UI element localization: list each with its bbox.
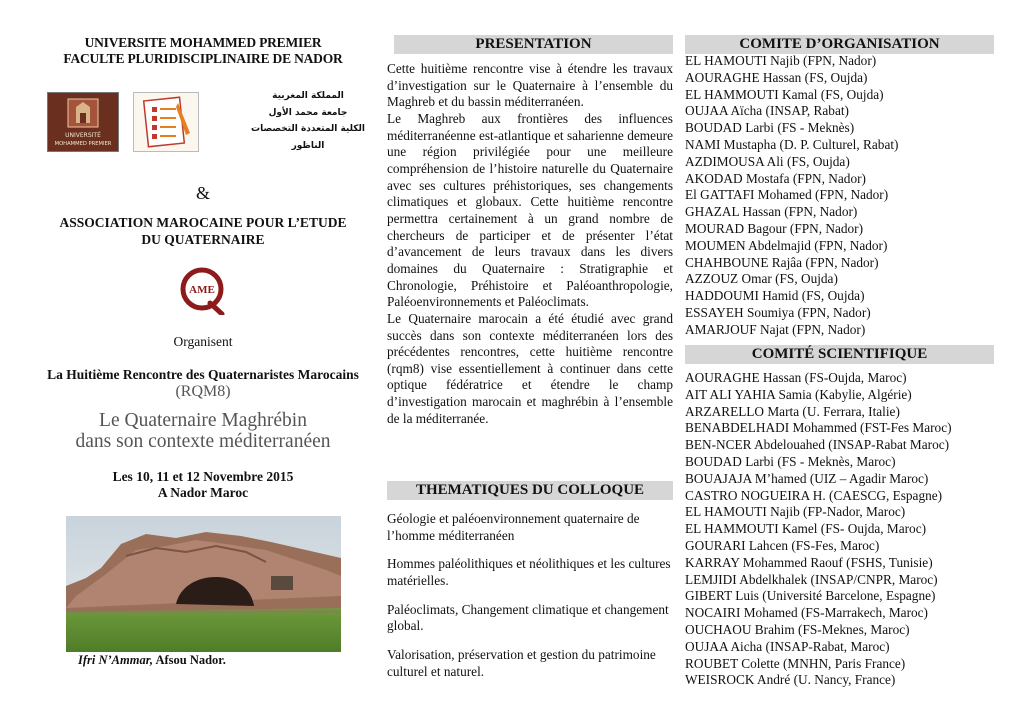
faculty-name: FACULTE PLURIDISCIPLINAIRE DE NADOR [63,51,343,66]
faculty-logo [133,92,199,152]
committee-member: BOUAJAJA M’hamed (UIZ – Agadir Maroc) [685,470,929,486]
committee-member: WEISROCK André (U. Nancy, France) [685,672,896,688]
committee-member: EL HAMOUTI Najib (FP-Nador, Maroc) [685,504,906,520]
event-name: La Huitième Rencontre des Quaternaristes Marocains (RQM8) [47,367,359,400]
committee-member: BEN-NCER Abdelouahed (INSAP-Rabat Maroc) [685,437,950,453]
committee-member: NOCAIRI Mohamed (FS-Marrakech, Maroc) [685,605,928,621]
committee-member: GOURARI Lahcen (FS-Fes, Maroc) [685,537,880,553]
committee-member: BENABDELHADI Mohammed (FST-Fes Maroc) [685,420,952,436]
committee-member: El GATTAFI Mohamed (FPN, Nador) [685,187,889,203]
svg-text:UNIVERSITÉ: UNIVERSITÉ [65,132,101,139]
committee-member: KARRAY Mohammed Raouf (FSHS, Tunisie) [685,554,933,570]
committee-member: BOUDAD Larbi (FS - Meknès) [685,120,855,136]
presentation-text [387,61,673,427]
committee-member: EL HAMOUTI Najib (FPN, Nador) [685,53,877,68]
committee-member: HADDOUMI Hamid (FS, Oujda) [685,288,865,304]
ampersand: & [195,183,210,203]
arabic-institution-text: المملكة المغربية جامعة محمد الأول الكلية المتعددة التخصصات الناظور [251,91,365,151]
committee-member: OUJAA Aicha (INSAP-Rabat, Maroc) [685,638,890,654]
organisation-list [685,53,995,339]
committee-member: ROUBET Colette (MNHN, Paris France) [685,655,906,671]
scientifique-heading: COMITÉ SCIENTIFIQUE [685,345,994,364]
committee-member: AKODAD Mostafa (FPN, Nador) [685,170,866,186]
committee-member: AOURAGHE Hassan (FS-Oujda, Maroc) [685,370,907,385]
ame-logo [180,267,226,315]
committee-member: AIT ALI YAHIA Samia (Kabylie, Algérie) [685,386,912,402]
event-dates: Les 10, 11 et 12 Novembre 2015 A Nador Maroc [112,469,294,500]
presentation-heading: PRESENTATION [394,35,673,54]
committee-member: GHAZAL Hassan (FPN, Nador) [685,204,858,220]
committee-member: AMARJOUF Najat (FPN, Nador) [685,321,866,337]
committee-member: AOURAGHE Hassan (FS, Oujda) [685,69,868,85]
committee-member: CHAHBOUNE Rajâa (FPN, Nador) [685,254,879,270]
committee-member: EL HAMMOUTI Kamel (FS- Oujda, Maroc) [685,521,927,537]
committee-member: LEMJIDI Abdelkhalek (INSAP/CNPR, Maroc) [685,571,938,587]
presentation-paragraph: Le Quaternaire marocain a été étudié avec grand succès dans son contexte méditerranéen lors des précédentes rencontres, cette huitième rencontre (rqm8) vise essentiellement à continuer dans cette optique fédératrice et étendre le champ d’investigation marocain et maghrébin à l’ensemble de la méditerranée. [387,310,673,426]
organisation-heading: COMITE D’ORGANISATION [685,35,994,54]
committee-member: MOURAD Bagour (FPN, Nador) [685,220,864,236]
university-name: UNIVERSITE MOHAMMED PREMIER [84,35,322,50]
committee-member: NAMI Mustapha (D. P. Culturel, Rabat) [685,136,899,152]
committee-member: AZDIMOUSA Ali (FS, Oujda) [685,153,850,169]
cave-photo [66,516,341,652]
event-theme: Le Quaternaire Maghrébin dans son contexte méditerranéen [75,410,331,452]
thematiques-heading: THEMATIQUES DU COLLOQUE [387,481,673,500]
svg-text:AME: AME [189,284,215,296]
presentation-paragraph: Cette huitième rencontre vise à étendre les travaux d’investigation sur le Quaternaire à l’ensemble du Maghreb et du bassin méditerranéen. [387,61,673,110]
svg-text:MOHAMMED PREMIER: MOHAMMED PREMIER [54,141,112,147]
committee-member: ARZARELLO Marta (U. Ferrara, Italie) [685,403,900,419]
thematique-item: Paléoclimats, Changement climatique et changement global. [387,601,669,634]
scientifique-list [685,370,995,689]
association-name: ASSOCIATION MAROCAINE POUR L’ETUDE DU QUATERNAIRE [59,215,347,247]
university-logo [47,92,119,152]
thematiques-list [387,511,673,692]
committee-member: AZZOUZ Omar (FS, Oujda) [685,271,838,287]
committee-member: GIBERT Luis (Université Barcelone, Espagne) [685,588,936,604]
thematique-item: Hommes paléolithiques et néolithiques et les cultures matérielles. [387,556,671,588]
committee-member: MOUMEN Abdelmajid (FPN, Nador) [685,237,888,253]
thematique-item: Géologie et paléoenvironnement quaternaire de l’homme méditerranéen [387,511,640,543]
organisent-text: Organisent [173,334,233,349]
committee-member: OUJAA Aïcha (INSAP, Rabat) [685,103,849,119]
photo-caption: Ifri N’Ammar, Afsou Nador. [78,653,226,667]
thematique-item: Valorisation, préservation et gestion du patrimoine culturel et naturel. [387,646,656,679]
committee-member: OUCHAOU Brahim (FS-Meknes, Maroc) [685,621,910,637]
committee-member: CASTRO NOGUEIRA H. (CAESCG, Espagne) [685,487,943,503]
committee-member: EL HAMMOUTI Kamal (FS, Oujda) [685,86,884,102]
committee-member: BOUDAD Larbi (FS - Meknès, Maroc) [685,453,896,469]
presentation-paragraph: Le Maghreb aux frontières des influences méditerranéenne est-atlantique et saharienne demeure une région privilégiée pour une meilleure compréhension de l’histoire naturelle du Quaternaire avec ses cultures préhistoriques, ses changements climatiques et globaux. Cette huitième rencontre permettra certainement à un grand nombre de chercheurs de participer et de présenter l’état d’avancement de leurs travaux dans les divers domaines du Quaternaire : Stratigraphie et Chronologie, Préhistoire et Paléoanthropologie, Paléoenvironnements et Paléoclimats. [387,110,673,310]
committee-member: ESSAYEH Soumiya (FPN, Nador) [685,304,871,320]
